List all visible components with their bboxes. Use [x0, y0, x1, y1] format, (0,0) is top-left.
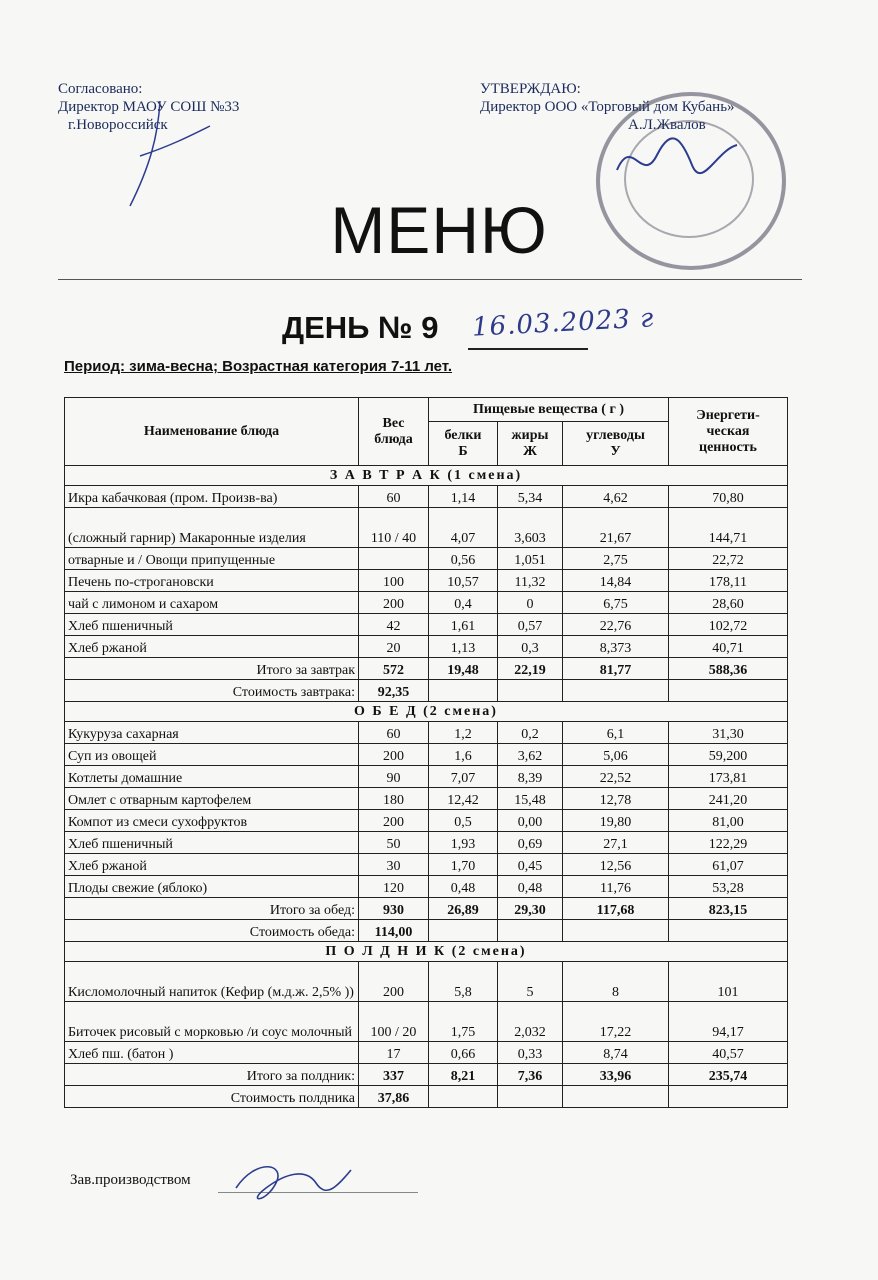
section-header-row [65, 942, 788, 962]
day-date-underline [468, 348, 588, 350]
dish-e: 61,07 [669, 854, 788, 876]
dish-name: Биточек рисовый с морковью /и соус молочный [65, 1002, 359, 1042]
dish-b: 1,93 [429, 832, 498, 854]
total-weight: 572 [359, 658, 429, 680]
dish-weight: 180 [359, 788, 429, 810]
dish-z: 5,34 [498, 486, 563, 508]
dish-name: Печень по-строгановски [65, 570, 359, 592]
dish-name: Котлеты домашние [65, 766, 359, 788]
table-row [65, 548, 788, 570]
empty-cell [563, 920, 669, 942]
approval-right-line2: Директор ООО «Торговый дом Кубань» [480, 99, 735, 115]
menu-table-body [65, 466, 788, 1108]
dish-e: 144,71 [669, 508, 788, 548]
section-title: О Б Е Д (2 смена) [65, 702, 788, 722]
table-row [65, 810, 788, 832]
total-weight: 337 [359, 1064, 429, 1086]
dish-b: 4,07 [429, 508, 498, 548]
dish-u: 14,84 [563, 570, 669, 592]
col-fat-header-2: Ж [523, 443, 537, 459]
dish-u: 8,74 [563, 1042, 669, 1064]
dish-z: 15,48 [498, 788, 563, 810]
period-line: Период: зима-весна; Возрастная категория 7-11 лет. [64, 358, 453, 375]
cost-label: Стоимость завтрака: [65, 680, 359, 702]
footer-signature-label: Зав.производством [70, 1172, 191, 1188]
dish-name: Хлеб пшеничный [65, 832, 359, 854]
dish-e: 59,200 [669, 744, 788, 766]
dish-name: чай с лимоном и сахаром [65, 592, 359, 614]
dish-z: 0,48 [498, 876, 563, 898]
section-title: З А В Т Р А К (1 смена) [65, 466, 788, 486]
table-row [65, 876, 788, 898]
dish-e: 94,17 [669, 1002, 788, 1042]
total-e: 588,36 [669, 658, 788, 680]
col-carbs-header-2: У [610, 443, 621, 459]
dish-b: 1,6 [429, 744, 498, 766]
total-row [65, 898, 788, 920]
section-title: П О Л Д Н И К (2 смена) [65, 942, 788, 962]
total-b: 19,48 [429, 658, 498, 680]
col-energy-header-2: ческая [706, 423, 750, 439]
dish-z: 2,032 [498, 1002, 563, 1042]
dish-u: 8 [563, 962, 669, 1002]
total-b: 8,21 [429, 1064, 498, 1086]
table-row [65, 1042, 788, 1064]
total-label: Итого за полдник: [65, 1064, 359, 1086]
dish-z: 0 [498, 592, 563, 614]
total-row [65, 658, 788, 680]
dish-z: 5 [498, 962, 563, 1002]
col-energy-header [669, 398, 788, 466]
dish-weight: 60 [359, 486, 429, 508]
dish-name: Кисломолочный напиток (Кефир (м.д.ж. 2,5% )) [65, 962, 359, 1002]
dish-name: Икра кабачковая (пром. Произв-ва) [65, 486, 359, 508]
dish-z: 0,00 [498, 810, 563, 832]
dish-weight: 30 [359, 854, 429, 876]
total-u: 117,68 [563, 898, 669, 920]
dish-name: Хлеб ржаной [65, 854, 359, 876]
dish-weight: 120 [359, 876, 429, 898]
total-u: 81,77 [563, 658, 669, 680]
empty-cell [669, 920, 788, 942]
dish-e: 178,11 [669, 570, 788, 592]
dish-e: 31,30 [669, 722, 788, 744]
total-label: Итого за завтрак [65, 658, 359, 680]
dish-u: 8,373 [563, 636, 669, 658]
table-row [65, 1002, 788, 1042]
dish-b: 0,56 [429, 548, 498, 570]
total-z: 29,30 [498, 898, 563, 920]
table-row [65, 486, 788, 508]
dish-u: 22,52 [563, 766, 669, 788]
approval-right-line1: УТВЕРЖДАЮ: [480, 81, 581, 97]
dish-e: 70,80 [669, 486, 788, 508]
cost-row [65, 680, 788, 702]
dish-weight: 200 [359, 962, 429, 1002]
total-row [65, 1064, 788, 1086]
section-header-row [65, 466, 788, 486]
dish-e: 53,28 [669, 876, 788, 898]
table-row [65, 832, 788, 854]
dish-name: Хлеб пш. (батон ) [65, 1042, 359, 1064]
cost-value: 37,86 [359, 1086, 429, 1108]
dish-z: 0,57 [498, 614, 563, 636]
signature-right [612, 130, 742, 190]
dish-b: 0,5 [429, 810, 498, 832]
table-row [65, 614, 788, 636]
dish-weight: 110 / 40 [359, 508, 429, 548]
dish-b: 0,66 [429, 1042, 498, 1064]
day-date-handwritten: 16.03.2023 г [471, 303, 655, 343]
col-fat-header-1: жиры [511, 427, 549, 443]
page-title: МЕНЮ [330, 193, 548, 267]
dish-name: Омлет с отварным картофелем [65, 788, 359, 810]
col-carbs-header-1: углеводы [586, 427, 645, 443]
approval-left-line2: Директор МАОУ СОШ №33 [58, 99, 240, 115]
dish-e: 102,72 [669, 614, 788, 636]
table-row [65, 744, 788, 766]
dish-z: 3,603 [498, 508, 563, 548]
dish-b: 10,57 [429, 570, 498, 592]
dish-b: 0,48 [429, 876, 498, 898]
table-row [65, 962, 788, 1002]
empty-cell [498, 1086, 563, 1108]
col-carbs-header [563, 422, 669, 466]
total-e: 235,74 [669, 1064, 788, 1086]
dish-b: 1,13 [429, 636, 498, 658]
dish-u: 11,76 [563, 876, 669, 898]
dish-e: 101 [669, 962, 788, 1002]
empty-cell [429, 920, 498, 942]
dish-weight: 200 [359, 744, 429, 766]
table-row [65, 854, 788, 876]
dish-z: 0,2 [498, 722, 563, 744]
col-fat-header [498, 422, 563, 466]
cost-label: Стоимость полдника [65, 1086, 359, 1108]
dish-b: 7,07 [429, 766, 498, 788]
total-label: Итого за обед: [65, 898, 359, 920]
dish-weight: 100 / 20 [359, 1002, 429, 1042]
approval-left-line1: Согласовано: [58, 81, 143, 97]
empty-cell [498, 920, 563, 942]
dish-e: 241,20 [669, 788, 788, 810]
dish-name: Хлеб ржаной [65, 636, 359, 658]
dish-name: Суп из овощей [65, 744, 359, 766]
dish-u: 12,56 [563, 854, 669, 876]
empty-cell [669, 680, 788, 702]
dish-weight: 200 [359, 592, 429, 614]
dish-b: 1,61 [429, 614, 498, 636]
signature-footer [226, 1158, 356, 1204]
col-weight-header [359, 398, 429, 466]
total-u: 33,96 [563, 1064, 669, 1086]
dish-u: 21,67 [563, 508, 669, 548]
dish-name: Плоды свежие (яблоко) [65, 876, 359, 898]
dish-name: отварные и / Овощи припущенные [65, 548, 359, 570]
cost-label: Стоимость обеда: [65, 920, 359, 942]
total-e: 823,15 [669, 898, 788, 920]
dish-b: 0,4 [429, 592, 498, 614]
dish-b: 1,70 [429, 854, 498, 876]
table-row [65, 722, 788, 744]
dish-weight [359, 548, 429, 570]
dish-e: 40,71 [669, 636, 788, 658]
dish-u: 17,22 [563, 1002, 669, 1042]
approval-right-line3: А.Л.Жвалов [628, 117, 706, 133]
dish-weight: 17 [359, 1042, 429, 1064]
dish-b: 12,42 [429, 788, 498, 810]
col-protein-header [429, 422, 498, 466]
dish-weight: 90 [359, 766, 429, 788]
col-protein-header-1: белки [444, 427, 482, 443]
col-name-header: Наименование блюда [65, 398, 359, 466]
table-row [65, 592, 788, 614]
dish-e: 122,29 [669, 832, 788, 854]
cost-row [65, 1086, 788, 1108]
cost-row [65, 920, 788, 942]
empty-cell [498, 680, 563, 702]
dish-z: 0,69 [498, 832, 563, 854]
dish-u: 27,1 [563, 832, 669, 854]
title-divider [58, 279, 802, 280]
empty-cell [563, 1086, 669, 1108]
dish-e: 173,81 [669, 766, 788, 788]
dish-weight: 50 [359, 832, 429, 854]
col-energy-header-1: Энергети- [696, 407, 760, 423]
col-protein-header-2: Б [458, 443, 468, 459]
day-number: ДЕНЬ № 9 [282, 310, 439, 345]
total-b: 26,89 [429, 898, 498, 920]
dish-weight: 100 [359, 570, 429, 592]
dish-e: 40,57 [669, 1042, 788, 1064]
menu-table [64, 397, 788, 1108]
dish-u: 19,80 [563, 810, 669, 832]
table-row [65, 788, 788, 810]
table-row [65, 766, 788, 788]
dish-u: 6,1 [563, 722, 669, 744]
dish-z: 0,33 [498, 1042, 563, 1064]
dish-b: 1,14 [429, 486, 498, 508]
total-z: 7,36 [498, 1064, 563, 1086]
table-row [65, 570, 788, 592]
dish-z: 1,051 [498, 548, 563, 570]
dish-e: 81,00 [669, 810, 788, 832]
empty-cell [669, 1086, 788, 1108]
dish-weight: 20 [359, 636, 429, 658]
dish-e: 22,72 [669, 548, 788, 570]
section-header-row [65, 702, 788, 722]
dish-b: 1,2 [429, 722, 498, 744]
dish-u: 12,78 [563, 788, 669, 810]
col-energy-header-3: ценность [699, 439, 757, 455]
table-row [65, 508, 788, 548]
empty-cell [563, 680, 669, 702]
dish-b: 5,8 [429, 962, 498, 1002]
dish-name: Компот из смеси сухофруктов [65, 810, 359, 832]
dish-u: 6,75 [563, 592, 669, 614]
dish-z: 8,39 [498, 766, 563, 788]
col-weight-header-2: блюда [374, 431, 413, 447]
col-nutrients-header: Пищевые вещества ( г ) [429, 398, 669, 422]
dish-name: Кукуруза сахарная [65, 722, 359, 744]
dish-weight: 60 [359, 722, 429, 744]
cost-value: 92,35 [359, 680, 429, 702]
dish-weight: 200 [359, 810, 429, 832]
col-weight-header-1: Вес [382, 415, 405, 431]
dish-u: 2,75 [563, 548, 669, 570]
total-z: 22,19 [498, 658, 563, 680]
dish-z: 3,62 [498, 744, 563, 766]
dish-name: Хлеб пшеничный [65, 614, 359, 636]
empty-cell [429, 1086, 498, 1108]
table-row [65, 636, 788, 658]
approval-left-line3: г.Новороссийск [68, 117, 168, 133]
dish-e: 28,60 [669, 592, 788, 614]
cost-value: 114,00 [359, 920, 429, 942]
total-weight: 930 [359, 898, 429, 920]
dish-u: 5,06 [563, 744, 669, 766]
dish-z: 0,45 [498, 854, 563, 876]
dish-u: 4,62 [563, 486, 669, 508]
dish-z: 0,3 [498, 636, 563, 658]
dish-b: 1,75 [429, 1002, 498, 1042]
dish-weight: 42 [359, 614, 429, 636]
dish-z: 11,32 [498, 570, 563, 592]
empty-cell [429, 680, 498, 702]
dish-u: 22,76 [563, 614, 669, 636]
dish-name: (сложный гарнир) Макаронные изделия [65, 508, 359, 548]
